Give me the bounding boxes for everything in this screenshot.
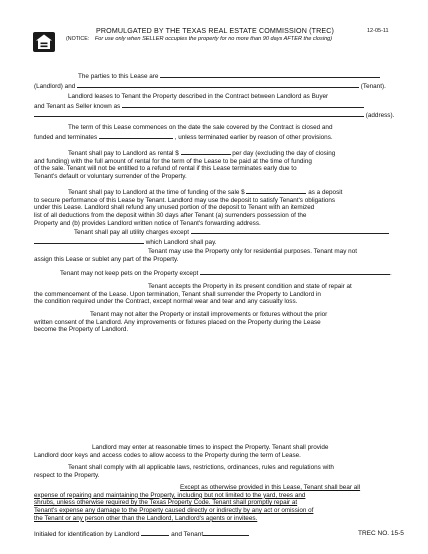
term-line-1: The term of this Lease commences on the date the sale covered by the Contract is closed and	[68, 124, 333, 131]
term-section	[34, 124, 399, 141]
equal-housing-opportunity-icon	[33, 32, 55, 52]
deposit-line-4: list of all deductions from the deposit within 30 days after Tenant (a) surrenders possession of the	[34, 212, 307, 220]
notice-text: For use only when SELLER occupies the property for no more than 90 days AFTER the closing)	[94, 35, 333, 42]
law-line-1: Tenant shall comply with all applicable laws, restrictions, ordinances, rules and regulations with	[68, 464, 334, 471]
repairs-section	[34, 484, 399, 523]
use-section	[34, 248, 399, 263]
use-line-2: assign this Lease or sublet any part of the Property.	[34, 255, 179, 263]
rental-section	[34, 148, 399, 181]
address-label: (address).	[365, 112, 395, 120]
utilities-field-2[interactable]	[34, 237, 144, 244]
notice-label: (NOTICE:	[66, 35, 90, 42]
tenant-initials-field[interactable]	[203, 530, 249, 536]
parties-section	[34, 71, 399, 90]
parties-field-1[interactable]	[160, 71, 380, 78]
utilities-line-1: Tenant shall pay all utility charges except	[74, 229, 189, 236]
law-line-2: respect to the Property.	[34, 471, 100, 479]
lease-line-1: Landlord leases to Tenant the Property described in the Contract between Landlord as Buyer	[68, 93, 329, 100]
use-line-1: Tenant may use the Property only for residential purposes. Tenant may not	[148, 248, 357, 255]
parties-text: The parties to this Lease are	[78, 73, 159, 80]
alterations-line-3: become the Property of Landlord.	[34, 326, 129, 334]
address-field[interactable]	[34, 110, 364, 117]
repairs-line-3: shrubs, unless otherwise required by the Texas Property Code. Tenant shall promptly repair at	[34, 499, 298, 507]
deposit-section	[34, 187, 399, 228]
initials-label: Initialed for identification by Landlord	[34, 531, 140, 538]
landlord-initials-field[interactable]	[141, 530, 169, 536]
form-title: PROMULGATED BY THE TEXAS REAL ESTATE COMMISSION (TREC)	[96, 27, 335, 35]
pets-section: Tenant may not keep pets on the Property except .	[60, 270, 392, 277]
law-section	[34, 464, 399, 479]
repairs-line-2: expense of repairing and maintaining the Property, including but not limited to the yard, trees and	[34, 491, 306, 499]
form-date: 12-05-11	[367, 28, 389, 34]
rental-line-3: of the sale. Tenant will not be entitled to a refund of rental if this Lease terminates early due to	[34, 165, 297, 173]
parties-field-2[interactable]	[77, 81, 359, 88]
rental-line-2: and funding) with the full amount of rental for the term of the Lease to be paid at the time of funding	[34, 157, 312, 165]
lease-section	[34, 93, 399, 120]
rental-amount-field[interactable]	[181, 148, 231, 155]
inspections-line-1: Landlord may enter at reasonable times to inspect the Property. Tenant shall provide	[92, 444, 329, 451]
pets-field[interactable]	[200, 268, 390, 275]
alterations-line-1: Tenant may not alter the Property or install improvements or fixtures without the prior	[90, 311, 328, 318]
deposit-line-2: to secure performance of this Lease by Tenant. Landlord may use the deposit to satisfy Tenant's obligations	[34, 196, 336, 204]
and-tenant-label: and Tenant	[171, 531, 204, 538]
rental-line-4: Tenant's default or voluntary surrender of the Property.	[34, 173, 187, 181]
utilities-line-2: which Landlord shall pay.	[145, 238, 217, 246]
rental-line-1a: Tenant shall pay to Landlord as rental $	[68, 150, 179, 157]
condition-line-3: the condition required under the Contract, except normal wear and tear and any casualty loss.	[34, 298, 298, 306]
term-line-2a: funded and terminates	[34, 133, 98, 141]
termination-date-field[interactable]	[99, 132, 173, 139]
form-number: TREC NO. 15-5	[358, 530, 404, 537]
deposit-amount-field[interactable]	[246, 187, 306, 194]
deposit-line-3: under this Lease. Landlord shall refund any unused portion of the deposit to Tenant with an itemized	[34, 204, 315, 212]
repairs-line-1: Except as otherwise provided in this Lease, Tenant shall bear all	[180, 484, 361, 491]
initials-line	[34, 530, 249, 538]
rental-line-1b: per day (excluding the day of closing	[232, 150, 336, 157]
deposit-line-1b: as a deposit	[308, 189, 343, 196]
condition-line-1: Tenant accepts the Property in its present condition and state of repair at	[148, 283, 352, 290]
deposit-line-1a: Tenant shall pay to Landlord at the time of funding of the sale $	[68, 189, 245, 196]
tenant-label: (Tenant).	[360, 82, 386, 90]
alterations-section	[34, 311, 399, 334]
known-as-field[interactable]	[122, 101, 364, 108]
landlord-label: (Landlord) and	[34, 82, 76, 90]
term-line-2b: , unless terminated earlier by reason of other provisions.	[174, 133, 333, 141]
utilities-field-1[interactable]	[191, 227, 389, 234]
utilities-section	[34, 227, 399, 246]
condition-section	[34, 283, 399, 306]
repairs-line-4: Tenant's expense any damage to the Property caused directly or indirectly by any act or omission of	[34, 507, 314, 515]
form-notice	[66, 36, 332, 42]
inspections-section	[34, 444, 399, 459]
condition-line-2: the commencement of the Lease. Upon termination, Tenant shall surrender the Property to Landlord in	[34, 290, 321, 298]
lease-line-2: and Tenant as Seller known as	[34, 102, 121, 110]
deposit-line-5: Property and (b) provides Landlord written notice of Tenant's forwarding address.	[34, 219, 261, 227]
alterations-line-2: written consent of the Landlord. Any improvements or fixtures placed on the Property during the Lease	[34, 318, 321, 326]
repairs-line-5: the Tenant or any person other than the Landlord, Landlord's agents or invitees.	[34, 514, 258, 522]
inspections-line-2: Landlord door keys and access codes to allow access to the Property during the term of Lease.	[34, 451, 301, 459]
pets-line-1: Tenant may not keep pets on the Property except	[60, 270, 199, 277]
